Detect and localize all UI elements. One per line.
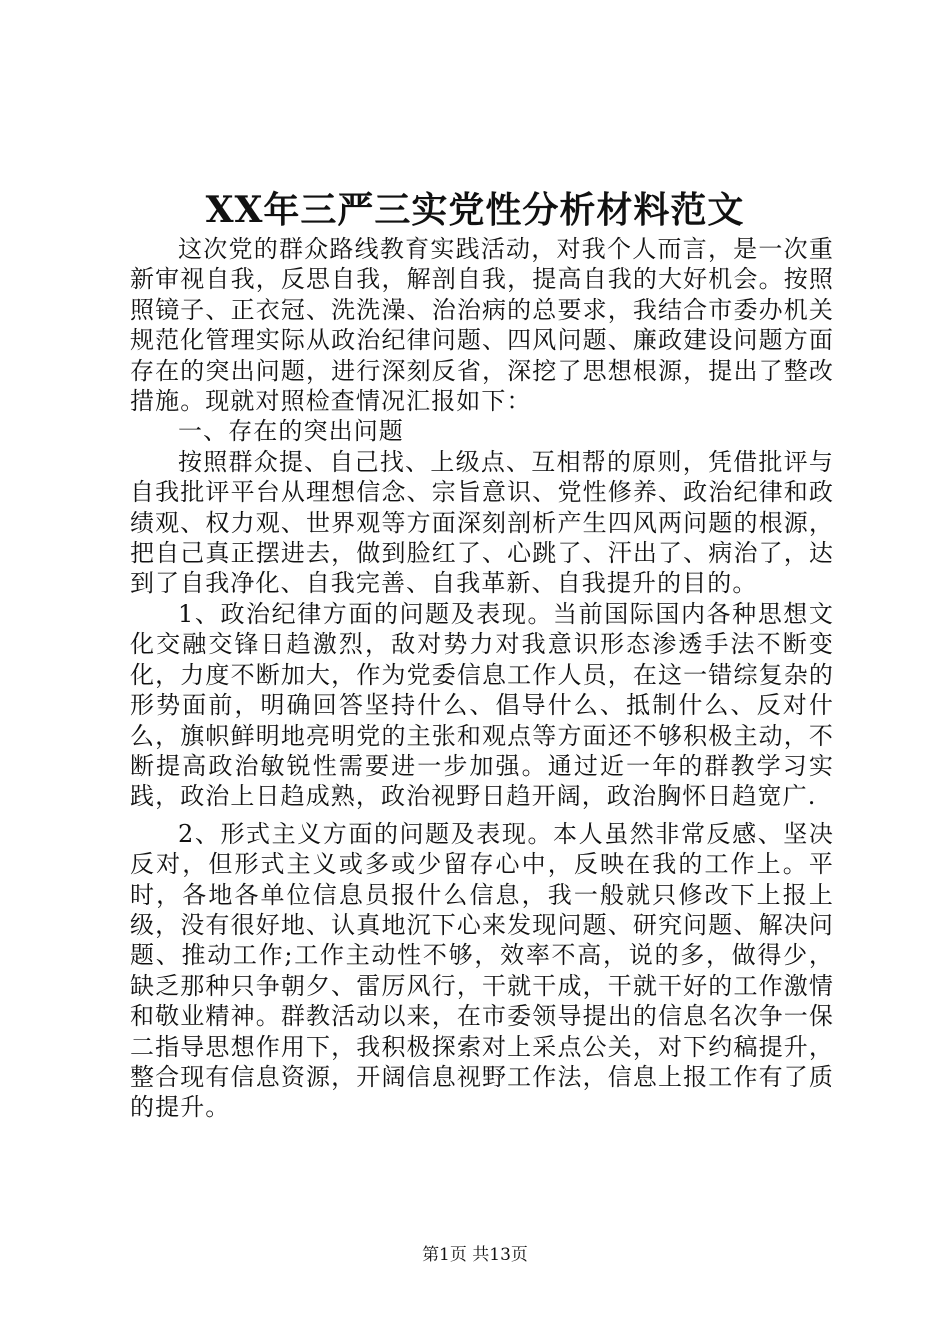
paragraph-principle: 按照群众提、自己找、上级点、互相帮的原则，凭借批评与自我批评平台从理想信念、宗旨意识、党性修养、政治纪律和政绩观、权力观、世界观等方面深刻剖析产生四风两问题的根源，把自己真正摆进去，做到脸红了、心跳了、汗出了、病治了，达到了自我净化、自我完善、自我革新、自我提升的目的。: [130, 447, 834, 598]
page-number-footer: 第1页 共13页: [422, 1245, 528, 1265]
paragraph-formalism: 2、形式主义方面的问题及表现。本人虽然非常反感、坚决反对，但形式主义或多或少留存心中，反映在我的工作上。平时，各地各单位信息员报什么信息，我一般就只修改下上报上级，没有很好地、认真地沉下心来发现问题、研究问题、解决问题、推动工作;工作主动性不够，效率不高，说的多，做得少，缺乏那种只争朝夕、雷厉风行，干就干成，干就干好的工作激情和敬业精神。群教活动以来，在市委领导提出的信息名次争一保二指导思想作用下，我积极探索对上采点公关，对下约稿提升，整合现有信息资源，开阔信息视野工作法，信息上报工作有了质的提升。: [130, 819, 834, 1122]
document-body: [130, 234, 834, 1123]
paragraph-intro: 这次党的群众路线教育实践活动，对我个人而言，是一次重新审视自我，反思自我，解剖自我，提高自我的大好机会。按照照镜子、正衣冠、洗洗澡、治治病的总要求，我结合市委办机关规范化管理实际从政治纪律问题、四风问题、廉政建设问题方面存在的突出问题，进行深刻反省，深挖了思想根源，提出了整改措施。现就对照检查情况汇报如下：: [130, 235, 834, 416]
document-title: XX年三严三实党性分析材料范文: [205, 189, 745, 231]
section-heading: 一、存在的突出问题: [178, 417, 404, 446]
paragraph-political-discipline: 1、政治纪律方面的问题及表现。当前国际国内各种思想文化交融交锋日趋激烈，敌对势力对我意识形态渗透手法不断变化，力度不断加大，作为党委信息工作人员，在这一错综复杂的形势面前，明确回答坚持什么、倡导什么、抵制什么、反对什么，旗帜鲜明地亮明党的主张和观点等方面还不够积极主动，不断提高政治敏锐性需要进一步加强。通过近一年的群教学习实践，政治上日趋成熟，政治视野日趋开阔，政治胸怀日趋宽广.: [130, 599, 834, 811]
